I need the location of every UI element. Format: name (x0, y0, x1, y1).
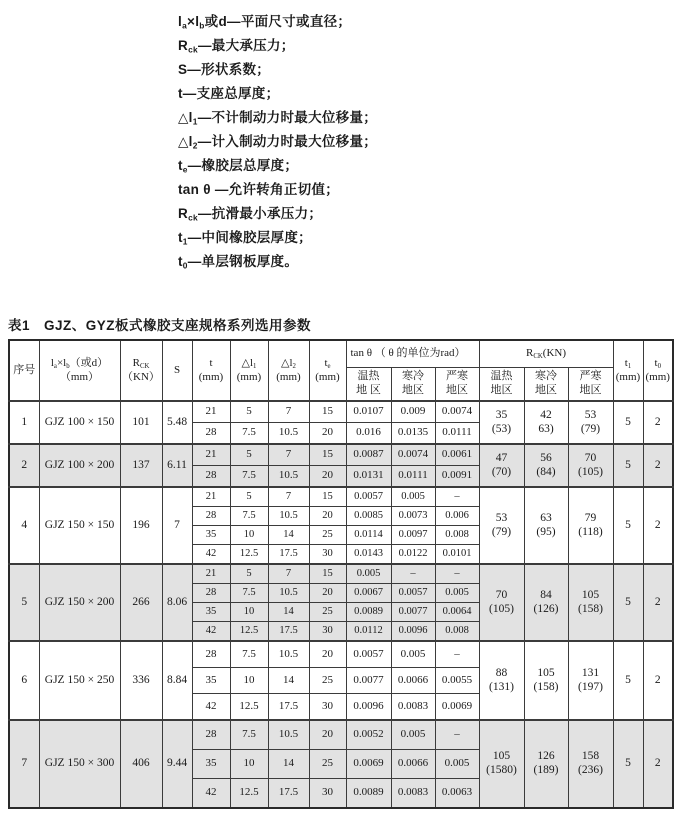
cell-dl2: 17.5 (268, 622, 309, 642)
cell-t: 35 (192, 526, 230, 545)
cell-tan-warm: 0.0087 (346, 444, 391, 466)
cell-t: 28 (192, 584, 230, 603)
col-header-s: S (162, 340, 192, 401)
cell-dl1: 7.5 (230, 584, 268, 603)
cell-dl2: 17.5 (268, 779, 309, 809)
cell-tan-severe: 0.005 (435, 750, 479, 779)
definition-item: $t_0—$单层钢板厚度。 (178, 254, 299, 271)
cell-t: 35 (192, 750, 230, 779)
cell-dl1: 5 (230, 564, 268, 584)
cell-s: 8.84 (162, 641, 192, 720)
cell-rck-severe: 131 (197) (568, 641, 613, 720)
cell-dl1: 10 (230, 668, 268, 694)
cell-tan-severe: – (435, 564, 479, 584)
cell-t: 42 (192, 622, 230, 642)
cell-t: 42 (192, 694, 230, 721)
cell-tan-severe: 0.005 (435, 584, 479, 603)
cell-tan-cold: 0.0066 (391, 750, 435, 779)
col-header-rck-group: $R_{CK}(KN)$ (479, 340, 613, 368)
cell-te: 25 (309, 526, 346, 545)
cell-te: 30 (309, 779, 346, 809)
cell-tan-warm: 0.005 (346, 564, 391, 584)
cell-tan-warm: 0.0052 (346, 720, 391, 750)
cell-t1: 5 (613, 720, 643, 808)
cell-dl1: 7.5 (230, 641, 268, 668)
cell-tan-cold: 0.005 (391, 641, 435, 668)
cell-dl2: 10.5 (268, 507, 309, 526)
cell-rck: 137 (120, 444, 162, 487)
cell-te: 25 (309, 750, 346, 779)
cell-tan-severe: 0.0063 (435, 779, 479, 809)
cell-size: GJZ 100 × 200 (39, 444, 120, 487)
cell-t1: 5 (613, 641, 643, 720)
cell-dl2: 10.5 (268, 423, 309, 445)
cell-t1: 5 (613, 487, 643, 564)
col-header-t0: $t_0$ (mm) (643, 340, 673, 401)
cell-t0: 2 (643, 444, 673, 487)
col-header-tan-warm: 温热 地 区 (346, 368, 391, 402)
cell-te: 20 (309, 466, 346, 488)
col-header-size: $l_a\times l_b$（或d） （mm） (39, 340, 120, 401)
cell-tan-severe: 0.006 (435, 507, 479, 526)
definition-item: $\triangle l_1—$不计制动力时最大位移量； (178, 110, 378, 127)
cell-t1: 5 (613, 564, 643, 641)
cell-dl1: 7.5 (230, 507, 268, 526)
cell-te: 20 (309, 720, 346, 750)
cell-index: 5 (9, 564, 39, 641)
col-header-t1: $t_1$ (mm) (613, 340, 643, 401)
cell-t: 28 (192, 466, 230, 488)
cell-tan-warm: 0.016 (346, 423, 391, 445)
cell-rck-cold: 105 (158) (524, 641, 568, 720)
cell-size: GJZ 150 × 200 (39, 564, 120, 641)
cell-rck-cold: 126 (189) (524, 720, 568, 808)
cell-tan-cold: 0.0077 (391, 603, 435, 622)
cell-dl1: 7.5 (230, 423, 268, 445)
cell-size: GJZ 150 × 150 (39, 487, 120, 564)
cell-te: 20 (309, 423, 346, 445)
cell-tan-severe: 0.0064 (435, 603, 479, 622)
cell-tan-cold: 0.0111 (391, 466, 435, 488)
cell-rck: 266 (120, 564, 162, 641)
cell-dl2: 7 (268, 564, 309, 584)
cell-tan-cold: 0.0074 (391, 444, 435, 466)
cell-tan-warm: 0.0089 (346, 603, 391, 622)
cell-rck-warm: 70 (105) (479, 564, 524, 641)
cell-te: 15 (309, 444, 346, 466)
cell-t: 35 (192, 668, 230, 694)
cell-rck: 406 (120, 720, 162, 808)
cell-rck-cold: 63 (95) (524, 487, 568, 564)
cell-dl2: 14 (268, 668, 309, 694)
cell-tan-warm: 0.0069 (346, 750, 391, 779)
cell-dl2: 7 (268, 487, 309, 507)
cell-rck-severe: 158 (236) (568, 720, 613, 808)
cell-tan-cold: 0.0057 (391, 584, 435, 603)
cell-rck-warm: 47 (70) (479, 444, 524, 487)
cell-t: 28 (192, 641, 230, 668)
cell-dl1: 7.5 (230, 720, 268, 750)
cell-dl2: 10.5 (268, 466, 309, 488)
cell-tan-cold: 0.005 (391, 720, 435, 750)
col-header-rck-cold: 寒冷 地区 (524, 368, 568, 402)
cell-index: 6 (9, 641, 39, 720)
cell-s: 6.11 (162, 444, 192, 487)
definition-item: $R_{ck}—$抗滑最小承压力； (178, 206, 323, 223)
cell-te: 20 (309, 641, 346, 668)
col-header-t: t (mm) (192, 340, 230, 401)
table-title: 表1 GJZ、GYZ板式橡胶支座规格系列选用参数 (8, 318, 312, 333)
cell-tan-cold: 0.0066 (391, 668, 435, 694)
cell-tan-cold: 0.0083 (391, 779, 435, 809)
cell-rck: 101 (120, 401, 162, 444)
cell-tan-severe: 0.0101 (435, 545, 479, 565)
cell-rck-cold: 56 (84) (524, 444, 568, 487)
cell-rck-warm: 105 (1580) (479, 720, 524, 808)
cell-tan-severe: 0.0055 (435, 668, 479, 694)
cell-tan-cold: 0.0083 (391, 694, 435, 721)
cell-dl2: 14 (268, 603, 309, 622)
cell-tan-cold: 0.0122 (391, 545, 435, 565)
cell-index: 4 (9, 487, 39, 564)
cell-te: 30 (309, 694, 346, 721)
cell-rck-cold: 42 63) (524, 401, 568, 444)
cell-t0: 2 (643, 564, 673, 641)
definition-item: S—形状系数； (178, 62, 271, 77)
cell-rck-warm: 53 (79) (479, 487, 524, 564)
cell-rck-warm: 88 (131) (479, 641, 524, 720)
cell-rck-severe: 79 (118) (568, 487, 613, 564)
cell-tan-severe: – (435, 487, 479, 507)
spec-table (8, 339, 674, 809)
cell-t: 21 (192, 564, 230, 584)
cell-tan-cold: 0.0096 (391, 622, 435, 642)
cell-tan-cold: 0.005 (391, 487, 435, 507)
definition-item: t—支座总厚度； (178, 86, 280, 101)
cell-t: 35 (192, 603, 230, 622)
cell-tan-warm: 0.0131 (346, 466, 391, 488)
cell-te: 30 (309, 622, 346, 642)
cell-rck-severe: 105 (158) (568, 564, 613, 641)
cell-tan-warm: 0.0067 (346, 584, 391, 603)
cell-t1: 5 (613, 444, 643, 487)
cell-tan-warm: 0.0112 (346, 622, 391, 642)
cell-tan-warm: 0.0143 (346, 545, 391, 565)
cell-t0: 2 (643, 401, 673, 444)
cell-t: 21 (192, 487, 230, 507)
cell-index: 2 (9, 444, 39, 487)
cell-tan-warm: 0.0057 (346, 487, 391, 507)
cell-te: 30 (309, 545, 346, 565)
cell-t: 42 (192, 779, 230, 809)
cell-dl1: 5 (230, 444, 268, 466)
definitions-list (178, 10, 680, 274)
cell-te: 20 (309, 584, 346, 603)
cell-index: 7 (9, 720, 39, 808)
cell-s: 9.44 (162, 720, 192, 808)
cell-tan-cold: 0.0135 (391, 423, 435, 445)
cell-t: 42 (192, 545, 230, 565)
cell-tan-severe: 0.008 (435, 622, 479, 642)
col-header-tan-cold: 寒冷 地区 (391, 368, 435, 402)
cell-tan-warm: 0.0057 (346, 641, 391, 668)
cell-rck-cold: 84 (126) (524, 564, 568, 641)
cell-t: 21 (192, 444, 230, 466)
cell-size: GJZ 150 × 300 (39, 720, 120, 808)
cell-dl1: 5 (230, 487, 268, 507)
col-header-rck-severe: 严寒 地区 (568, 368, 613, 402)
definition-item: tan θ —允许转角正切值； (178, 182, 340, 197)
cell-t: 28 (192, 423, 230, 445)
cell-tan-warm: 0.0107 (346, 401, 391, 423)
definition-item: $R_{ck}—$最大承压力； (178, 38, 295, 55)
cell-size: GJZ 150 × 250 (39, 641, 120, 720)
cell-tan-severe: 0.0069 (435, 694, 479, 721)
cell-dl2: 17.5 (268, 694, 309, 721)
cell-dl2: 7 (268, 401, 309, 423)
cell-s: 8.06 (162, 564, 192, 641)
col-header-rck: $R_{CK}$ （KN） (120, 340, 162, 401)
cell-t: 28 (192, 720, 230, 750)
cell-tan-warm: 0.0085 (346, 507, 391, 526)
cell-dl1: 12.5 (230, 694, 268, 721)
cell-t1: 5 (613, 401, 643, 444)
cell-tan-warm: 0.0089 (346, 779, 391, 809)
cell-tan-cold: – (391, 564, 435, 584)
cell-t: 21 (192, 401, 230, 423)
cell-rck-warm: 35 (53) (479, 401, 524, 444)
cell-dl1: 10 (230, 526, 268, 545)
cell-tan-severe: 0.0061 (435, 444, 479, 466)
cell-tan-cold: 0.0073 (391, 507, 435, 526)
definition-item: $l_a\times l_b$或d—平面尺寸或直径； (178, 14, 352, 31)
definition-item: $t_1—$中间橡胶层厚度； (178, 230, 312, 247)
col-header-dl1: $\triangle l_1$ (mm) (230, 340, 268, 401)
cell-rck: 336 (120, 641, 162, 720)
cell-dl2: 17.5 (268, 545, 309, 565)
cell-te: 15 (309, 487, 346, 507)
cell-rck: 196 (120, 487, 162, 564)
cell-t0: 2 (643, 487, 673, 564)
cell-size: GJZ 100 × 150 (39, 401, 120, 444)
cell-dl2: 10.5 (268, 584, 309, 603)
cell-rck-severe: 70 (105) (568, 444, 613, 487)
cell-rck-severe: 53 (79) (568, 401, 613, 444)
col-header-tan-severe: 严寒 地区 (435, 368, 479, 402)
col-header-index: 序号 (9, 340, 39, 401)
cell-tan-severe: – (435, 641, 479, 668)
definition-item: $\triangle l_2—$计入制动力时最大位移量； (178, 134, 378, 151)
cell-te: 25 (309, 668, 346, 694)
cell-te: 20 (309, 507, 346, 526)
cell-dl1: 5 (230, 401, 268, 423)
cell-te: 15 (309, 564, 346, 584)
cell-dl1: 10 (230, 603, 268, 622)
cell-dl2: 10.5 (268, 641, 309, 668)
definition-item: $t_e—$橡胶层总厚度； (178, 158, 299, 175)
cell-tan-severe: 0.008 (435, 526, 479, 545)
cell-t0: 2 (643, 641, 673, 720)
cell-dl1: 12.5 (230, 545, 268, 565)
cell-index: 1 (9, 401, 39, 444)
col-header-tan-group: tan θ （ θ 的单位为rad） (346, 340, 479, 368)
cell-s: 7 (162, 487, 192, 564)
cell-t0: 2 (643, 720, 673, 808)
col-header-dl2: $\triangle l_2$ (mm) (268, 340, 309, 401)
cell-dl1: 10 (230, 750, 268, 779)
cell-tan-severe: 0.0074 (435, 401, 479, 423)
cell-tan-warm: 0.0077 (346, 668, 391, 694)
cell-tan-severe: 0.0111 (435, 423, 479, 445)
col-header-rck-warm: 温热 地区 (479, 368, 524, 402)
cell-s: 5.48 (162, 401, 192, 444)
table-body (9, 401, 673, 808)
cell-dl2: 7 (268, 444, 309, 466)
cell-tan-cold: 0.009 (391, 401, 435, 423)
cell-dl1: 7.5 (230, 466, 268, 488)
col-header-te: $t_e$ (mm) (309, 340, 346, 401)
cell-tan-warm: 0.0114 (346, 526, 391, 545)
cell-dl2: 14 (268, 526, 309, 545)
cell-te: 15 (309, 401, 346, 423)
cell-dl2: 10.5 (268, 720, 309, 750)
cell-tan-cold: 0.0097 (391, 526, 435, 545)
cell-tan-severe: – (435, 720, 479, 750)
cell-t: 28 (192, 507, 230, 526)
cell-dl1: 12.5 (230, 622, 268, 642)
cell-tan-warm: 0.0096 (346, 694, 391, 721)
cell-tan-severe: 0.0091 (435, 466, 479, 488)
cell-dl2: 14 (268, 750, 309, 779)
cell-dl1: 12.5 (230, 779, 268, 809)
cell-te: 25 (309, 603, 346, 622)
